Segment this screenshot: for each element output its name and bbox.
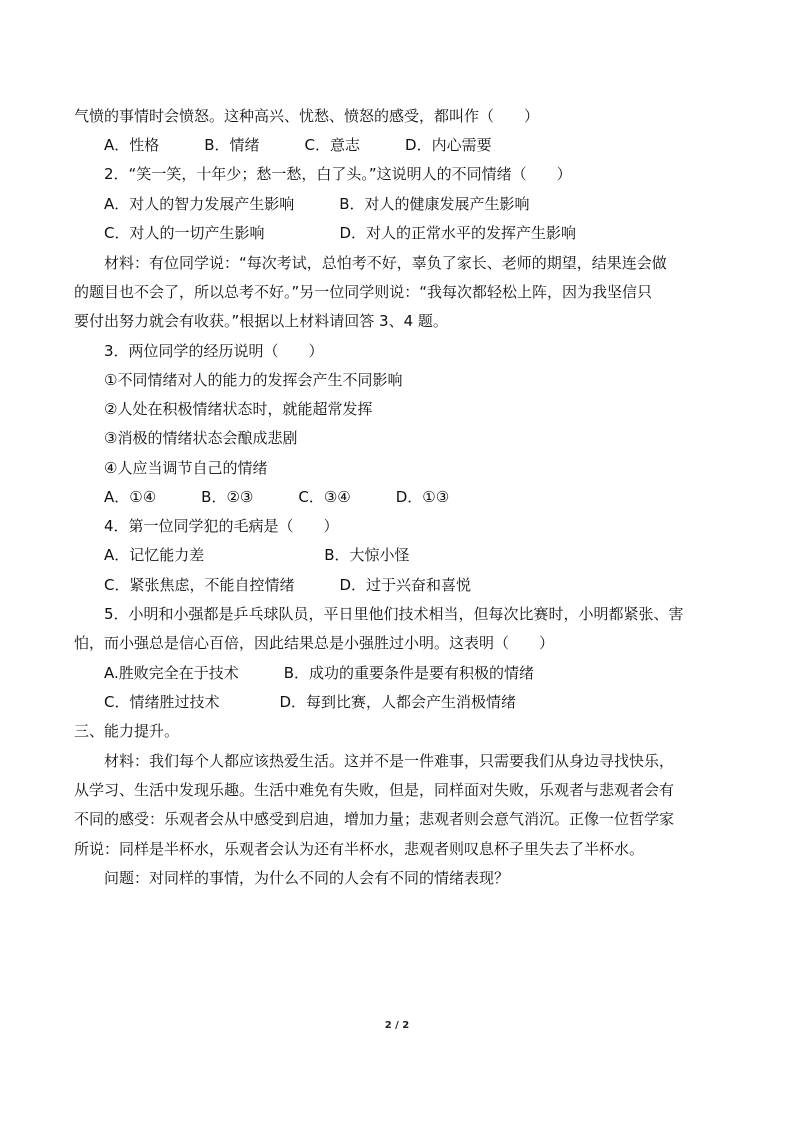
question-line: 问题：对同样的事情，为什么不同的人会有不同的情绪表现？ [104, 869, 510, 887]
q3-options: A．①④ B．②③ C．③④ D．①③ [104, 488, 450, 506]
section-heading: 三、能力提升。 [74, 722, 180, 740]
material-1-line-1: 材料：有位同学说：“每次考试，总怕考不好，辜负了家长、老师的期望，结果连会做 [104, 254, 667, 272]
q4-stem: 4．第一位同学犯的毛病是（ ） [104, 517, 339, 535]
q5-stem-line-1: 5．小明和小强都是乒乓球队员，平日里他们技术相当，但每次比赛时，小明都紧张、害 [104, 605, 684, 623]
q4-options-ab: A．记忆能力差 B．大惊小怪 [104, 546, 410, 564]
q5-options-cd: C．情绪胜过技术 D．每到比赛，人都会产生消极情绪 [104, 693, 517, 711]
q5-options-ab: A.胜败完全在于技术 B．成功的重要条件是要有积极的情绪 [104, 664, 535, 682]
material-2-line-1: 材料：我们每个人都应该热爱生活。这并不是一件难事，只需要我们从身边寻找快乐， [104, 752, 675, 770]
material-2-line-4: 所说：同样是半杯水，乐观者会认为还有半杯水，悲观者则叹息杯子里失去了半杯水。 [74, 840, 645, 858]
q3-statement-1: ①不同情绪对人的能力的发挥会产生不同影响 [104, 371, 403, 389]
material-2-line-3: 不同的感受：乐观者会从中感受到启迪，增加力量；悲观者则会意气消沉。正像一位哲学家 [74, 810, 675, 828]
page-number: 2 / 2 [384, 1020, 410, 1031]
q3-stem: 3．两位同学的经历说明（ ） [104, 342, 324, 360]
q3-statement-2: ②人处在积极情绪状态时，就能超常发挥 [104, 400, 373, 418]
material-2-line-2: 从学习、生活中发现乐趣。生活中难免有失败，但是，同样面对失败，乐观者与悲观者会有 [74, 781, 675, 799]
q5-stem-line-2: 怕，而小强总是信心百倍，因此结果总是小强胜过小明。这表明（ ） [74, 634, 555, 652]
q3-statement-4: ④人应当调节自己的情绪 [104, 459, 268, 477]
q3-statement-3: ③消极的情绪状态会酿成悲剧 [104, 429, 298, 447]
material-1-line-2: 的题目也不会了，所以总考不好。”另一位同学则说：“我每次都轻松上阵，因为我坚信只 [74, 283, 653, 301]
q1-stem-line: 气愤的事情时会愤怒。这种高兴、忧愁、愤怒的感受，都叫作（ ） [74, 107, 540, 125]
q4-options-cd: C．紧张焦虑，不能自控情绪 D．过于兴奋和喜悦 [104, 576, 472, 594]
q2-options-ab: A．对人的智力发展产生影响 B．对人的健康发展产生影响 [104, 195, 530, 213]
material-1-line-3: 要付出努力就会有收获。”根据以上材料请回答 3、4 题。 [74, 312, 448, 330]
q2-options-cd: C．对人的一切产生影响 D．对人的正常水平的发挥产生影响 [104, 224, 577, 242]
q1-options: A．性格 B．情绪 C．意志 D．内心需要 [104, 136, 492, 154]
q2-stem: 2．“笑一笑，十年少；愁一愁，白了头。”这说明人的不同情绪（ ） [104, 165, 572, 183]
